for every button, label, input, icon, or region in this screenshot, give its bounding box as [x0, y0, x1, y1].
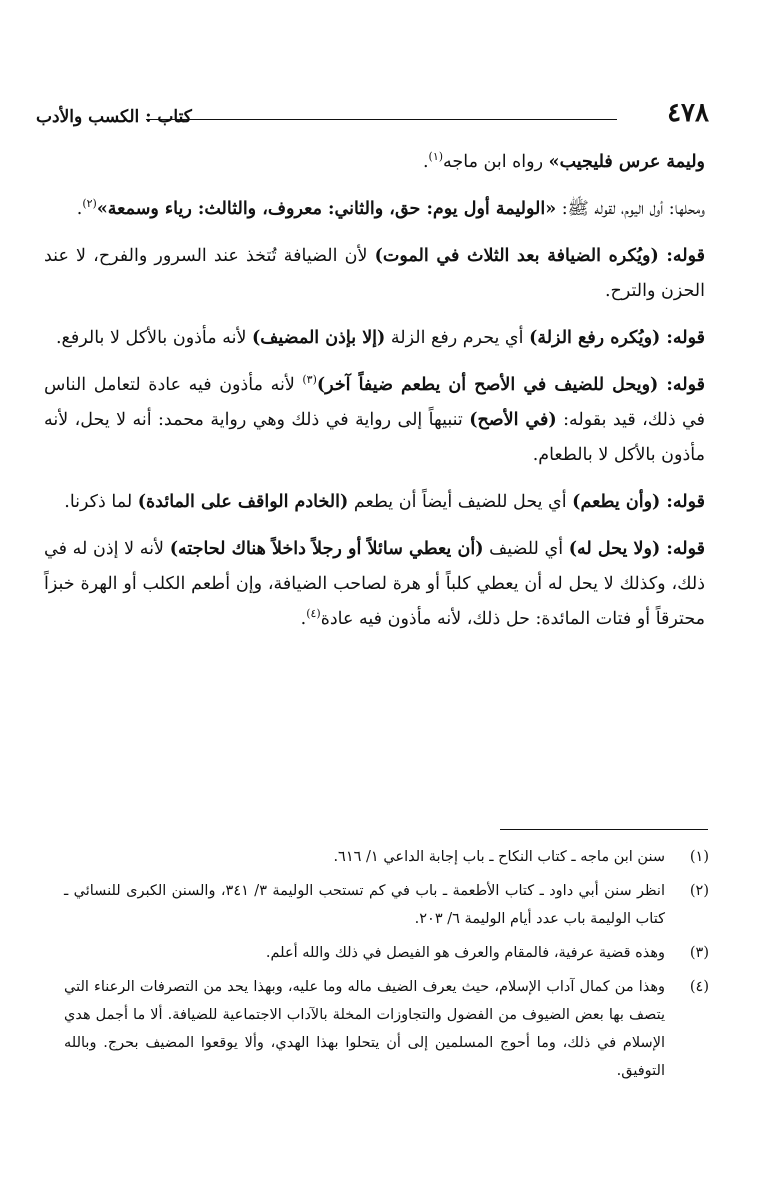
text: ومحلها: أول اليوم، لقوله ﷺ: — [556, 199, 705, 219]
footnote-ref: (١) — [428, 150, 444, 164]
lead-word: قوله: — [660, 539, 706, 559]
paragraph-1 — [44, 145, 705, 180]
lead-word: قوله: — [660, 328, 705, 348]
footnote-text: سنن ابن ماجه ـ كتاب النكاح ـ باب إجابة الداعي ١/ ٦١٦. — [333, 849, 665, 865]
paragraph-3 — [44, 239, 705, 309]
footnotes — [64, 843, 709, 1091]
footnote-number: (١) — [689, 849, 709, 865]
bold-quote-2: (في الأصح) — [469, 410, 557, 430]
text: أي يحل للضيف أيضاً أن يطعم — [348, 492, 573, 512]
footnote-number: (٣) — [689, 945, 709, 961]
footnote-2 — [64, 877, 709, 933]
text: أي يحرم رفع الزلة — [385, 328, 530, 348]
text: أي للضيف — [483, 539, 569, 559]
text: لأنه مأذون فيه عادة لتعامل الناس في ذلك، قيد بقوله: — [44, 375, 705, 430]
text-2: تنبيهاً إلى رواية في ذلك وهي رواية محمد: أنه لا يحل، لأنه مأذون بالأكل لا بالطعام. — [44, 410, 705, 465]
text-2: لأنه مأذون بالأكل لا بالرفع. — [55, 328, 252, 348]
bold-quote: (ولا يحل له) — [568, 539, 661, 559]
main-text — [44, 145, 705, 649]
lead-word: قوله: — [658, 375, 706, 395]
footnote-text: وهذا من كمال آداب الإسلام، حيث يعرف الضيف ماله وما عليه، وبهذا يحد من التصرفات الرعناء التي يتصف بها بعض الضيوف من الفضول والتجاوزات المخلة بالآداب الاجتماعية للضيافة. ألا ما أجمل هدي الإسلام في ذلك، وما أحوج المسلمين إلى أن يتحلوا بهذا الهدي، وألا يوقعوا المضيف بحرج. وبالله التوفيق. — [64, 979, 665, 1079]
text: لأن الضيافة تُتخذ عند السرور والفرح، لا عند الحزن والترح. — [44, 246, 705, 301]
bold-quote-2: (أن يعطي سائلاً أو رجلاً داخلاً هناك لحاجته) — [169, 539, 484, 559]
footnote-ref: (٤) — [306, 607, 321, 621]
paragraph-7 — [44, 532, 705, 637]
paragraph-2 — [44, 192, 705, 227]
bold-quote: «الوليمة أول يوم: حق، والثاني: معروف، والثالث: رياء وسمعة» — [96, 199, 557, 219]
bold-quote-2: (إلا بإذن المضيف) — [252, 328, 386, 348]
paragraph-5 — [44, 368, 705, 473]
bold-quote: (ويُكره رفع الزلة) — [529, 328, 661, 348]
bold-quote: (ويحل للضيف في الأصح أن يطعم ضيفاً آخر) — [316, 375, 659, 395]
footnote-ref: (٢) — [82, 197, 97, 211]
paragraph-4 — [44, 321, 705, 356]
footnote-ref: (٣) — [302, 373, 317, 387]
bold-quote: وليمة عرس فليجيب» — [548, 152, 705, 172]
lead-word: قوله: — [660, 492, 705, 512]
text-tail: . — [76, 199, 83, 219]
footnote-number: (٢) — [689, 883, 709, 899]
running-title: كتاب : الكسب والأدب — [36, 107, 192, 127]
text-2: لأنه لا إذن له في ذلك، وكذلك لا يحل له أن يعطي كلباً أو هرة لصاحب الضيافة، وإن أطعم الكلب أو الهرة خبزاً محترقاً أو فتات المائدة: حل ذلك، لأنه مأذون فيه عادة — [44, 539, 705, 629]
footnote-separator — [500, 829, 708, 830]
lead-word: قوله: — [658, 246, 705, 266]
page-header — [36, 86, 709, 126]
text: رواه ابن ماجه — [443, 152, 549, 172]
footnote-1 — [64, 843, 709, 871]
footnote-4 — [64, 973, 709, 1085]
footnote-text: وهذه قضية عرفية، فالمقام والعرف هو الفيصل في ذلك والله أعلم. — [265, 945, 665, 961]
bold-quote: (وأن يطعم) — [572, 492, 661, 512]
footnote-3 — [64, 939, 709, 967]
header-rule — [146, 119, 617, 120]
text-2: لما ذكرنا. — [64, 492, 138, 512]
bold-quote-2: (الخادم الواقف على المائدة) — [137, 492, 349, 512]
text-tail: . — [422, 152, 429, 172]
bold-quote: (ويُكره الضيافة بعد الثلاث في الموت) — [374, 246, 659, 266]
footnote-number: (٤) — [689, 979, 709, 995]
text-tail: . — [300, 609, 307, 629]
page-number: ٤٧٨ — [667, 98, 709, 128]
footnote-text: انظر سنن أبي داود ـ كتاب الأطعمة ـ باب في كم تستحب الوليمة ٣/ ٣٤١، والسنن الكبرى للنسائي ـ كتاب الوليمة باب عدد أيام الوليمة ٦/ ٢٠٣. — [64, 883, 665, 927]
paragraph-6 — [44, 485, 705, 520]
